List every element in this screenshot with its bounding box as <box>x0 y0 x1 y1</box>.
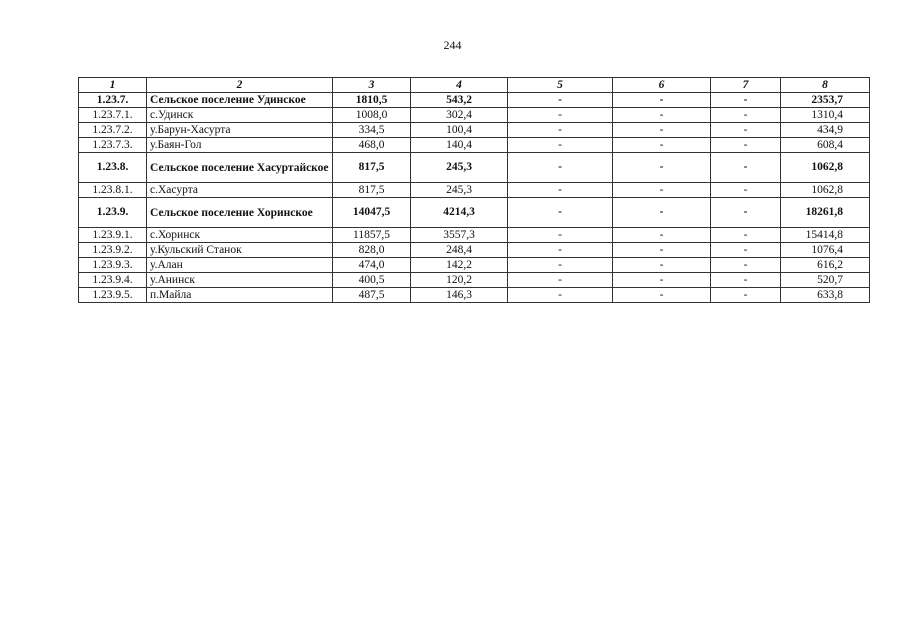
cell-col-7: - <box>711 93 781 108</box>
cell-col-7: - <box>711 243 781 258</box>
cell-col-7: - <box>711 183 781 198</box>
cell-col-6: - <box>613 228 711 243</box>
header-col-7: 7 <box>711 78 781 93</box>
cell-code: 1.23.7.1. <box>79 108 147 123</box>
cell-col-4: 245,3 <box>411 153 508 183</box>
cell-col-8: 18261,8 <box>781 198 870 228</box>
cell-col-3: 817,5 <box>333 153 411 183</box>
cell-col-7: - <box>711 228 781 243</box>
cell-col-8: 434,9 <box>781 123 870 138</box>
cell-code: 1.23.9.3. <box>79 258 147 273</box>
cell-col-5: - <box>508 288 613 303</box>
cell-col-3: 487,5 <box>333 288 411 303</box>
cell-col-5: - <box>508 93 613 108</box>
cell-col-4: 543,2 <box>411 93 508 108</box>
cell-code: 1.23.9.5. <box>79 288 147 303</box>
cell-col-7: - <box>711 198 781 228</box>
cell-name: Сельское поселение Хоринское <box>147 198 333 228</box>
cell-col-8: 1062,8 <box>781 183 870 198</box>
cell-code: 1.23.9.2. <box>79 243 147 258</box>
cell-col-8: 608,4 <box>781 138 870 153</box>
cell-col-8: 1310,4 <box>781 108 870 123</box>
cell-col-6: - <box>613 123 711 138</box>
cell-code: 1.23.9.4. <box>79 273 147 288</box>
cell-name: у.Анинск <box>147 273 333 288</box>
cell-col-7: - <box>711 258 781 273</box>
cell-col-6: - <box>613 198 711 228</box>
cell-col-6: - <box>613 243 711 258</box>
cell-col-5: - <box>508 153 613 183</box>
cell-col-4: 4214,3 <box>411 198 508 228</box>
cell-col-6: - <box>613 183 711 198</box>
header-col-1: 1 <box>79 78 147 93</box>
table-body <box>79 93 870 303</box>
cell-col-4: 142,2 <box>411 258 508 273</box>
table-header-row <box>79 78 870 93</box>
table-row-settlement <box>79 198 870 228</box>
cell-col-6: - <box>613 138 711 153</box>
header-col-4: 4 <box>411 78 508 93</box>
cell-col-5: - <box>508 138 613 153</box>
table-row <box>79 288 870 303</box>
table-row <box>79 138 870 153</box>
cell-col-5: - <box>508 183 613 198</box>
table-row-settlement <box>79 153 870 183</box>
cell-name: с.Хасурта <box>147 183 333 198</box>
cell-code: 1.23.9. <box>79 198 147 228</box>
cell-code: 1.23.8. <box>79 153 147 183</box>
cell-name: Сельское поселение Хасуртайское <box>147 153 333 183</box>
cell-name: с.Удинск <box>147 108 333 123</box>
cell-col-5: - <box>508 243 613 258</box>
cell-code: 1.23.9.1. <box>79 228 147 243</box>
cell-col-8: 616,2 <box>781 258 870 273</box>
cell-col-8: 520,7 <box>781 273 870 288</box>
header-col-6: 6 <box>613 78 711 93</box>
cell-col-7: - <box>711 123 781 138</box>
cell-col-6: - <box>613 108 711 123</box>
cell-col-3: 474,0 <box>333 258 411 273</box>
cell-col-3: 828,0 <box>333 243 411 258</box>
page-number: 244 <box>443 38 462 52</box>
cell-col-4: 245,3 <box>411 183 508 198</box>
cell-name: Сельское поселение Удинское <box>147 93 333 108</box>
header-col-8: 8 <box>781 78 870 93</box>
table-row <box>79 228 870 243</box>
cell-col-5: - <box>508 123 613 138</box>
cell-col-6: - <box>613 273 711 288</box>
cell-col-3: 1008,0 <box>333 108 411 123</box>
table-row <box>79 243 870 258</box>
cell-col-4: 100,4 <box>411 123 508 138</box>
cell-col-7: - <box>711 273 781 288</box>
cell-name: у.Кульский Станок <box>147 243 333 258</box>
cell-col-8: 633,8 <box>781 288 870 303</box>
cell-code: 1.23.8.1. <box>79 183 147 198</box>
cell-code: 1.23.7.2. <box>79 123 147 138</box>
table-row <box>79 273 870 288</box>
cell-col-6: - <box>613 153 711 183</box>
cell-col-4: 140,4 <box>411 138 508 153</box>
cell-col-3: 334,5 <box>333 123 411 138</box>
cell-col-8: 1076,4 <box>781 243 870 258</box>
cell-col-5: - <box>508 273 613 288</box>
header-col-3: 3 <box>333 78 411 93</box>
table-row <box>79 183 870 198</box>
cell-name: у.Барун-Хасурта <box>147 123 333 138</box>
cell-code: 1.23.7. <box>79 93 147 108</box>
cell-col-3: 14047,5 <box>333 198 411 228</box>
cell-col-4: 302,4 <box>411 108 508 123</box>
cell-col-3: 468,0 <box>333 138 411 153</box>
cell-col-8: 1062,8 <box>781 153 870 183</box>
cell-col-6: - <box>613 93 711 108</box>
cell-col-4: 3557,3 <box>411 228 508 243</box>
cell-col-7: - <box>711 288 781 303</box>
cell-name: у.Алан <box>147 258 333 273</box>
cell-col-7: - <box>711 153 781 183</box>
cell-col-3: 11857,5 <box>333 228 411 243</box>
cell-col-4: 146,3 <box>411 288 508 303</box>
cell-col-4: 248,4 <box>411 243 508 258</box>
cell-col-5: - <box>508 108 613 123</box>
cell-col-3: 1810,5 <box>333 93 411 108</box>
table-row <box>79 108 870 123</box>
cell-col-5: - <box>508 228 613 243</box>
cell-col-8: 15414,8 <box>781 228 870 243</box>
cell-col-5: - <box>508 258 613 273</box>
cell-code: 1.23.7.3. <box>79 138 147 153</box>
table-row <box>79 258 870 273</box>
cell-col-6: - <box>613 258 711 273</box>
table-row <box>79 123 870 138</box>
cell-col-3: 400,5 <box>333 273 411 288</box>
cell-col-5: - <box>508 198 613 228</box>
cell-name: с.Хоринск <box>147 228 333 243</box>
cell-name: п.Майла <box>147 288 333 303</box>
header-col-2: 2 <box>147 78 333 93</box>
cell-col-8: 2353,7 <box>781 93 870 108</box>
cell-col-7: - <box>711 108 781 123</box>
cell-col-7: - <box>711 138 781 153</box>
cell-col-3: 817,5 <box>333 183 411 198</box>
table-row-settlement <box>79 93 870 108</box>
cell-name: у.Баян-Гол <box>147 138 333 153</box>
cell-col-6: - <box>613 288 711 303</box>
cell-col-4: 120,2 <box>411 273 508 288</box>
settlement-table <box>78 77 870 303</box>
header-col-5: 5 <box>508 78 613 93</box>
